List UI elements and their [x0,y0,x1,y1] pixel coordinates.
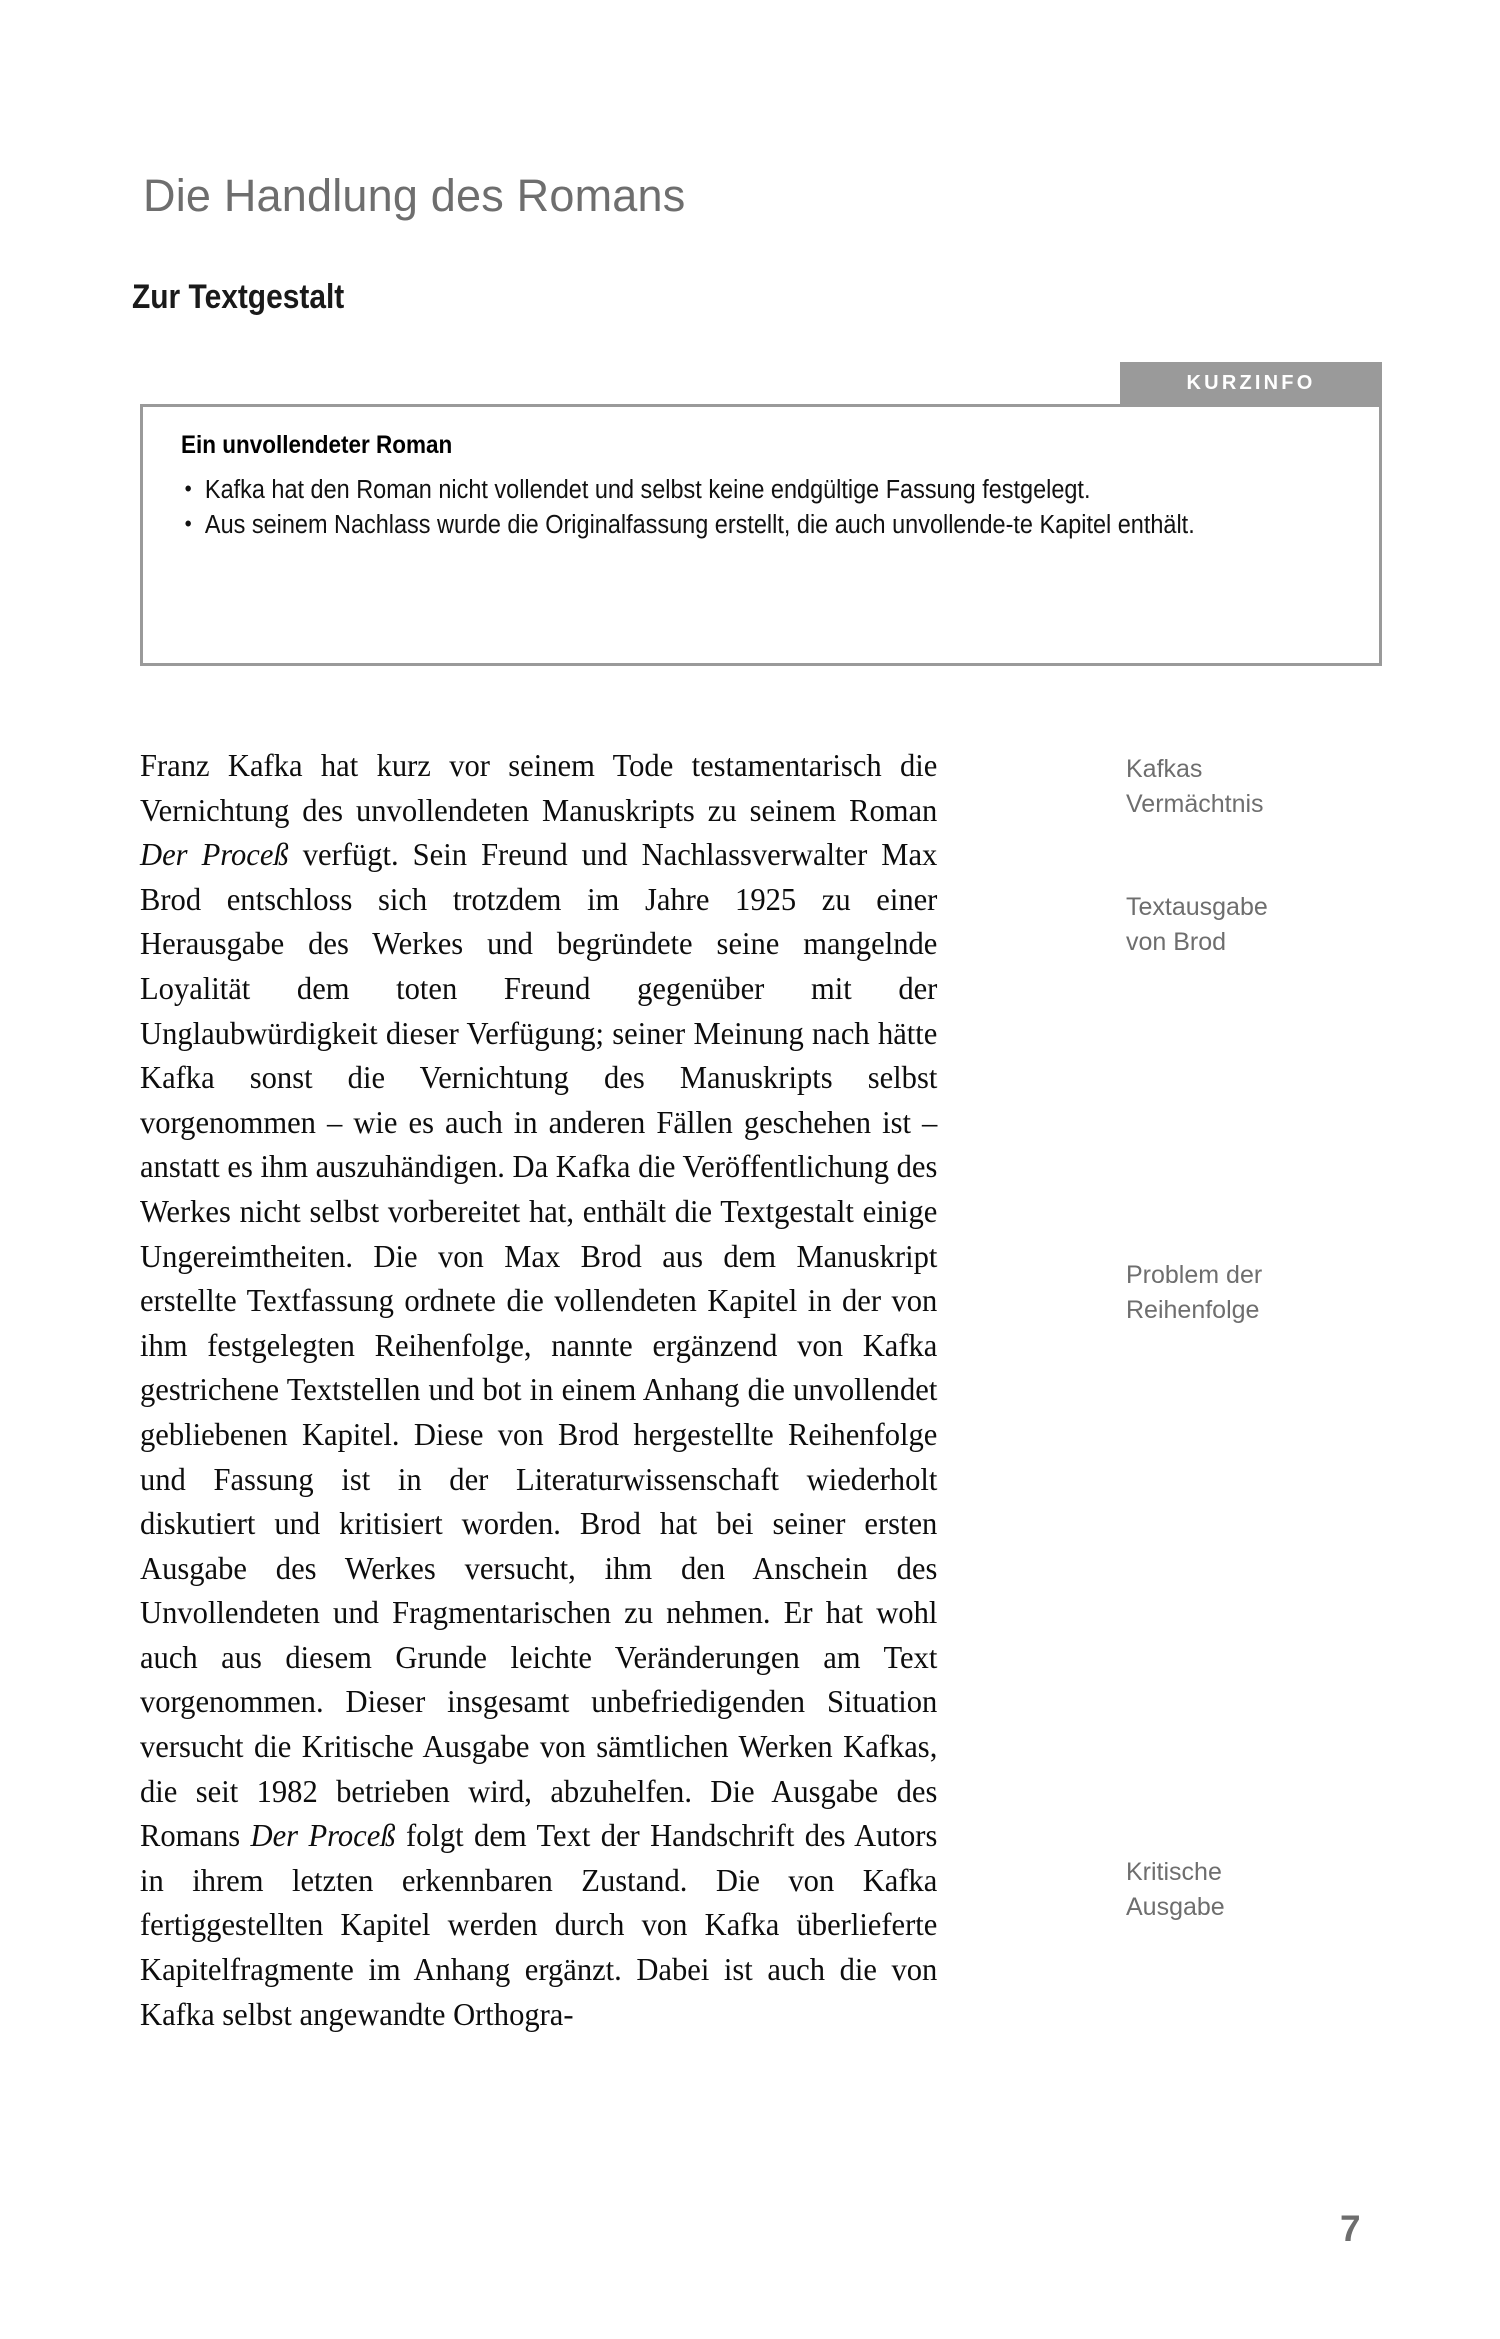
margin-note-line: Kafkas [1126,755,1203,783]
body-text-part-3: folgt dem Text der Handschrift des Autors in ihrem letzten erkennbaren Zustand. Die von Kafka fertiggestellten Kapitel werden durch von Kafka überlieferte Kapitelfragmente im Anhang ergänzt. Dabei ist auch die von Kafka selbst angewandte Orthogra- [140,1818,938,2032]
margin-note-textausgabe-von-brod [1126,890,1406,960]
body-text-part-1: Franz Kafka hat kurz vor seinem Tode testamentarisch die Vernichtung des unvollendeten Manuskripts zu seinem Roman [140,748,938,828]
list-item [181,474,1259,507]
page-number: 7 [1340,2208,1361,2249]
list-item [181,509,1259,542]
margin-note-line: Ausgabe [1126,1893,1225,1921]
section-heading: Zur Textgestalt [132,278,345,316]
kurzinfo-heading: Ein unvollendeter Roman [181,431,453,459]
bullet-icon: • [184,476,192,501]
kurzinfo-tab-label: KURZINFO [1120,362,1382,405]
margin-note-line: Textausgabe [1126,893,1268,921]
body-text [140,744,937,2037]
list-item-text: Kafka hat den Roman nicht vollendet und selbst keine endgültige Fassung festgelegt. [204,476,1091,504]
margin-note-line: von Brod [1126,928,1227,956]
body-text-part-2: verfügt. Sein Freund und Nachlassverwalter Max Brod entschloss sich trotzdem im Jahre 1925 zu einer Herausgabe des Werkes und begründete seine mangelnde Loyalität dem toten Freund gegenüber mit der Unglaubwürdigkeit dieser Verfügung; seiner Meinung nach hätte Kafka sonst die Vernichtung des Manuskripts selbst vorgenommen – wie es auch in anderen Fällen geschehen ist – anstatt es ihm auszuhändigen. Da Kafka die Veröffentlichung des Werkes nicht selbst vorbereitet hat, enthält die Textgestalt einige Ungereimtheiten. Die von Max Brod aus dem Manuskript erstellte Textfassung ordnete die vollendeten Kapitel in der von ihm festgelegten Reihenfolge, nannte ergänzend von Kafka gestrichene Textstellen und bot in einem Anhang die unvollendet gebliebenen Kapitel. Diese von Brod hergestellte Reihenfolge und Fassung ist in der Literaturwissenschaft wiederholt diskutiert und kritisiert worden. Brod hat bei seiner ersten Ausgabe des Werkes versucht, ihm den Anschein des Unvollendeten und Fragmentarischen zu nehmen. Er hat wohl auch aus diesem Grunde leichte Veränderungen am Text vorgenommen. Dieser insgesamt unbefriedigenden Situation versucht die Kritische Ausgabe von sämtlichen Werken Kafkas, die seit 1982 betrieben wird, abzuhelfen. Die Ausgabe des Romans [140,837,938,1854]
kurzinfo-content [143,407,1379,542]
bullet-icon: • [184,511,192,537]
page-title: Die Handlung des Romans [143,170,686,221]
margin-note-problem-der-reihenfolge [1126,1258,1406,1328]
book-title-italic: Der Proceß [140,837,289,873]
margin-note-kafkas-vermaechtnis [1126,752,1406,822]
book-title-italic: Der Proceß [250,1818,396,1854]
list-item-text: Aus seinem Nachlass wurde die Originalfassung erstellt, die auch unvollende-te Kapitel enthält. [204,511,1195,540]
margin-note-line: Problem der [1126,1261,1263,1289]
kurzinfo-box [140,404,1382,666]
margin-note-line: Reihenfolge [1126,1296,1260,1324]
margin-note-line: Kritische [1126,1858,1222,1886]
kurzinfo-bullet-list [181,474,1353,542]
margin-note-kritische-ausgabe [1126,1855,1406,1925]
margin-note-line: Vermächtnis [1126,790,1264,818]
